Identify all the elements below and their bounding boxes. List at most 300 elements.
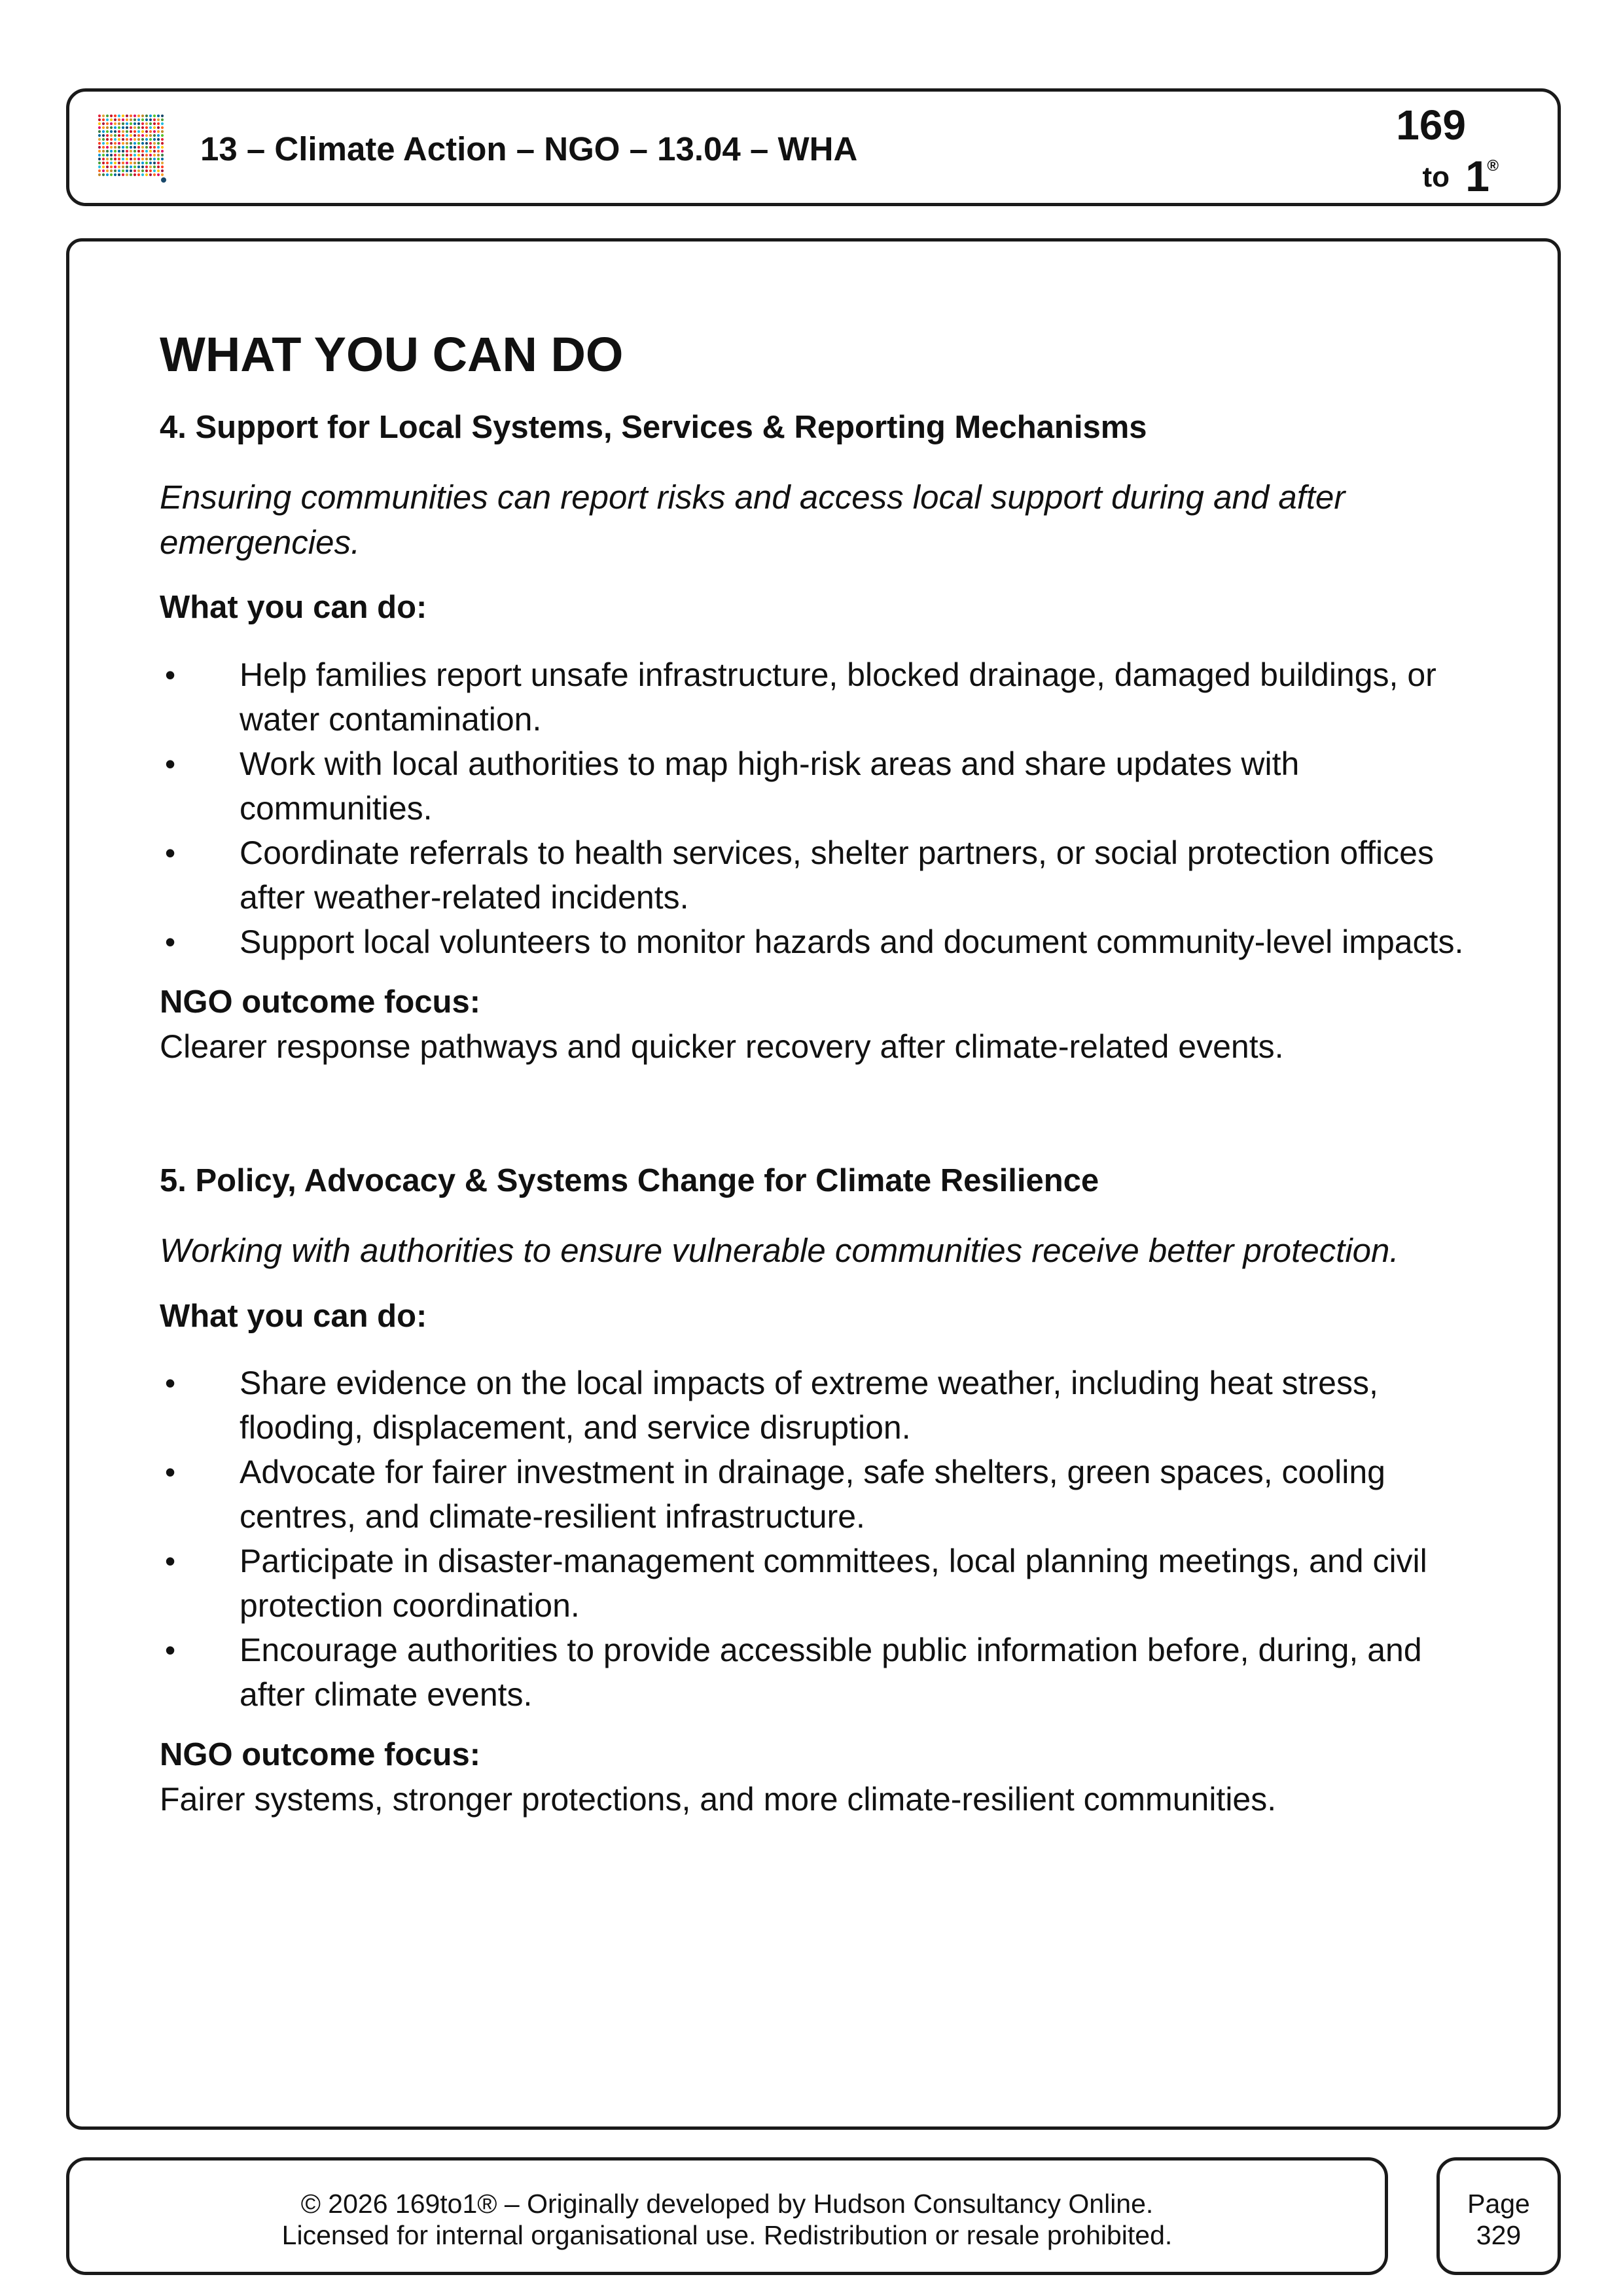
content-body xyxy=(160,327,1482,1821)
logo-dot xyxy=(149,130,152,133)
logo-dot xyxy=(118,166,120,168)
logo-dot xyxy=(110,122,113,125)
logo-dot xyxy=(130,173,132,176)
logo-dot xyxy=(153,146,156,149)
logo-dot xyxy=(126,166,128,168)
logo-dot xyxy=(157,150,160,152)
logo-dot xyxy=(122,158,124,160)
logo-dot xyxy=(102,158,105,160)
section-heading: 5. Policy, Advocacy & Systems Change for Climate Resilience xyxy=(160,1163,1099,1199)
logo-dot xyxy=(137,158,140,160)
logo-dot xyxy=(157,126,160,129)
section-heading: 4. Support for Local Systems, Services & Reporting Mechanisms xyxy=(160,410,1147,446)
logo-dot xyxy=(126,126,128,129)
logo-dot xyxy=(98,134,101,137)
logo-dot xyxy=(145,146,148,149)
logo-dot xyxy=(114,146,116,149)
logo-dot xyxy=(98,162,101,164)
logo-dot xyxy=(137,142,140,145)
logo-dot xyxy=(157,115,160,117)
logo-dot xyxy=(114,115,116,117)
logo-dot xyxy=(126,134,128,137)
logo-dot xyxy=(149,118,152,121)
logo-dot xyxy=(130,166,132,168)
logo-dot xyxy=(130,142,132,145)
logo-dot xyxy=(149,134,152,137)
logo-dot xyxy=(153,115,156,117)
logo-dot xyxy=(122,130,124,133)
logo-dot xyxy=(157,173,160,176)
logo-dot xyxy=(149,122,152,125)
logo-dot xyxy=(98,118,101,121)
logo-dot xyxy=(137,130,140,133)
logo-dot xyxy=(153,170,156,172)
logo-dot xyxy=(130,158,132,160)
logo-dot xyxy=(141,154,144,156)
logo-dot xyxy=(118,130,120,133)
logo-dot xyxy=(145,118,148,121)
logo-dot xyxy=(102,173,105,176)
logo-dot xyxy=(161,118,164,121)
logo-dot xyxy=(106,142,109,145)
logo-dot xyxy=(122,162,124,164)
list-item-text: Advocate for fairer investment in drainage, safe shelters, green spaces, cooling centres, and climate-resilient infrastructure. xyxy=(240,1454,1385,1535)
logo-dot xyxy=(126,122,128,125)
logo-dot xyxy=(102,118,105,121)
logo-dot xyxy=(106,173,109,176)
list-item xyxy=(160,1361,1482,1450)
logo-dot xyxy=(106,170,109,172)
brand-one: 1 xyxy=(1465,152,1489,200)
bullet-icon: • xyxy=(165,1366,176,1401)
logo-dot xyxy=(106,130,109,133)
logo-dot xyxy=(118,170,120,172)
logo-dot xyxy=(106,166,109,168)
logo-dot xyxy=(134,126,136,129)
logo-dot xyxy=(110,130,113,133)
logo-dot xyxy=(110,150,113,152)
logo-dot xyxy=(149,146,152,149)
logo-dot xyxy=(153,162,156,164)
bullet-icon: • xyxy=(165,658,176,692)
page-number: 329 xyxy=(1476,2220,1522,2250)
logo-dot xyxy=(153,118,156,121)
logo-dot xyxy=(110,158,113,160)
logo-dot xyxy=(126,146,128,149)
logo-dot xyxy=(122,173,124,176)
logo-dot xyxy=(149,126,152,129)
logo-dot xyxy=(106,150,109,152)
logo-dot xyxy=(114,170,116,172)
logo-dot xyxy=(161,130,164,133)
logo-dot xyxy=(157,122,160,125)
logo-dot xyxy=(126,150,128,152)
list-item-text: Participate in disaster-management committees, local planning meetings, and civil protection coordination. xyxy=(240,1543,1427,1624)
section-5 xyxy=(160,1160,1482,1821)
list-item-text: Help families report unsafe infrastructure, blocked drainage, damaged buildings, or water contamination. xyxy=(240,656,1436,738)
logo-dot xyxy=(153,138,156,141)
brand-to: to xyxy=(1422,161,1450,193)
bullet-icon: • xyxy=(165,1455,176,1490)
list-item-text: Support local volunteers to monitor hazards and document community-level impacts. xyxy=(240,924,1464,961)
logo-dot xyxy=(110,162,113,164)
logo-dot xyxy=(161,154,164,156)
logo-dot xyxy=(145,150,148,152)
list-item xyxy=(160,1628,1482,1717)
list-item-text: Encourage authorities to provide accessible public information before, during, and after climate events. xyxy=(240,1632,1422,1713)
logo-dot xyxy=(153,150,156,152)
logo-dot xyxy=(106,146,109,149)
logo-dot xyxy=(126,142,128,145)
logo-dot xyxy=(118,142,120,145)
logo-dot xyxy=(157,142,160,145)
list-item-text: Coordinate referrals to health services, shelter partners, or social protection offices after weather-related incidents. xyxy=(240,834,1434,916)
logo-dot xyxy=(137,134,140,137)
logo-dot xyxy=(118,118,120,121)
logo-dot xyxy=(130,162,132,164)
logo-dot xyxy=(137,138,140,141)
logo-dot xyxy=(114,150,116,152)
logo-dot xyxy=(98,173,101,176)
logo-dot xyxy=(106,118,109,121)
logo-dot xyxy=(118,154,120,156)
logo-dot xyxy=(118,158,120,160)
logo-dot xyxy=(134,118,136,121)
logo-dot xyxy=(153,134,156,137)
logo-dot xyxy=(149,158,152,160)
logo-dot xyxy=(157,154,160,156)
logo-dot xyxy=(106,134,109,137)
section-4 xyxy=(160,407,1482,1069)
logo-dot xyxy=(102,150,105,152)
logo-dot xyxy=(157,158,160,160)
logo-dot xyxy=(134,154,136,156)
content-panel xyxy=(66,238,1561,2130)
logo-dot xyxy=(130,122,132,125)
logo-dot xyxy=(161,150,164,152)
logo-dot xyxy=(161,115,164,117)
list-item xyxy=(160,742,1482,831)
logo-dot xyxy=(110,134,113,137)
logo-dot xyxy=(157,134,160,137)
logo-dot xyxy=(141,142,144,145)
section-subtitle: Ensuring communities can report risks and access local support during and after emergencies. xyxy=(160,478,1346,561)
logo-dot xyxy=(102,122,105,125)
logo-dot xyxy=(130,150,132,152)
logo-dot xyxy=(137,118,140,121)
logo-dot xyxy=(126,130,128,133)
logo-dot xyxy=(137,173,140,176)
list-item-text: Work with local authorities to map high-risk areas and share updates with communities. xyxy=(240,745,1300,827)
logo-dot xyxy=(130,170,132,172)
logo-dot xyxy=(153,122,156,125)
outcome-focus-label: NGO outcome focus: xyxy=(160,984,481,1020)
logo-dot xyxy=(161,146,164,149)
logo-dot xyxy=(102,162,105,164)
logo-dot xyxy=(157,118,160,121)
bullet-icon: • xyxy=(165,747,176,781)
logo-dot xyxy=(118,134,120,137)
logo-dot xyxy=(149,170,152,172)
logo-dot xyxy=(114,158,116,160)
logo-dot xyxy=(98,126,101,129)
logo-dot xyxy=(122,142,124,145)
logo-dot xyxy=(102,126,105,129)
logo-dot xyxy=(102,115,105,117)
logo-dot xyxy=(141,150,144,152)
page-title: WHAT YOU CAN DO xyxy=(160,327,624,382)
logo-dot xyxy=(149,154,152,156)
list-item xyxy=(160,831,1482,920)
logo-dot xyxy=(145,166,148,168)
logo-dot xyxy=(114,134,116,137)
logo-dot xyxy=(134,134,136,137)
logo-dot xyxy=(149,138,152,141)
logo-dot xyxy=(98,166,101,168)
logo-dot xyxy=(106,162,109,164)
logo-dot xyxy=(98,115,101,117)
logo-dot xyxy=(134,146,136,149)
logo-dot xyxy=(110,154,113,156)
logo-dot xyxy=(141,138,144,141)
logo-dot xyxy=(134,170,136,172)
logo-dot xyxy=(122,126,124,129)
logo-dot xyxy=(98,158,101,160)
logo-dot xyxy=(102,134,105,137)
logo-dot xyxy=(98,130,101,133)
logo-dot xyxy=(130,118,132,121)
page-label: Page xyxy=(1467,2189,1530,2219)
brand-logo xyxy=(1374,97,1499,202)
logo-dot xyxy=(102,170,105,172)
logo-dot xyxy=(110,173,113,176)
logo-dot xyxy=(145,170,148,172)
logo-dot xyxy=(110,115,113,117)
logo-dot xyxy=(134,130,136,133)
logo-dot xyxy=(114,126,116,129)
bullet-icon: • xyxy=(165,836,176,870)
logo-dot xyxy=(134,122,136,125)
list-item xyxy=(160,1539,1482,1628)
logo-dot xyxy=(122,122,124,125)
logo-dot xyxy=(98,150,101,152)
logo-dot xyxy=(114,166,116,168)
logo-dot xyxy=(153,126,156,129)
logo-dot xyxy=(153,142,156,145)
logo-dot xyxy=(118,146,120,149)
logo-dot xyxy=(118,162,120,164)
logo-dot xyxy=(98,122,101,125)
logo-dot xyxy=(118,150,120,152)
logo-dot xyxy=(161,134,164,137)
logo-dot xyxy=(126,173,128,176)
logo-dot xyxy=(161,122,164,125)
list-item xyxy=(160,653,1482,742)
bullet-icon: • xyxy=(165,1544,176,1579)
logo-dot xyxy=(145,154,148,156)
logo-dot xyxy=(137,150,140,152)
logo-dot xyxy=(137,122,140,125)
logo-dot xyxy=(106,126,109,129)
logo-dot xyxy=(106,115,109,117)
footer-copyright xyxy=(66,2157,1388,2275)
logo-dot xyxy=(137,126,140,129)
logo-dot xyxy=(98,142,101,145)
logo-dot xyxy=(157,138,160,141)
outcome-focus-label: NGO outcome focus: xyxy=(160,1737,481,1773)
logo-dot xyxy=(141,166,144,168)
logo-dot xyxy=(102,142,105,145)
logo-dot xyxy=(141,118,144,121)
logo-dot xyxy=(106,122,109,125)
logo-dot xyxy=(161,142,164,145)
logo-dot xyxy=(149,173,152,176)
logo-dot xyxy=(137,170,140,172)
logo-dot xyxy=(122,170,124,172)
logo-dot xyxy=(118,173,120,176)
logo-dot xyxy=(130,130,132,133)
logo-dot xyxy=(141,115,144,117)
logo-dot xyxy=(122,118,124,121)
logo-dot xyxy=(122,154,124,156)
logo-dot xyxy=(134,158,136,160)
logo-dot xyxy=(141,173,144,176)
header-bar xyxy=(66,88,1561,206)
logo-dot xyxy=(134,115,136,117)
logo-dot xyxy=(118,122,120,125)
logo-dot xyxy=(122,134,124,137)
logo-dot xyxy=(122,138,124,141)
logo-dot xyxy=(114,162,116,164)
logo-dot xyxy=(149,166,152,168)
logo-dot xyxy=(161,162,164,164)
logo-dot xyxy=(141,122,144,125)
logo-dot xyxy=(161,126,164,129)
logo-dot xyxy=(98,138,101,141)
logo-dot xyxy=(126,115,128,117)
logo-dot xyxy=(102,146,105,149)
logo-dot xyxy=(137,115,140,117)
logo-dot xyxy=(106,154,109,156)
logo-dot xyxy=(153,158,156,160)
logo-dot xyxy=(141,162,144,164)
copyright-line: © 2026 169to1® – Originally developed by Hudson Consultancy Online. xyxy=(300,2189,1154,2219)
logo-dot xyxy=(118,115,120,117)
logo-dot xyxy=(98,154,101,156)
outcome-focus-text: Fairer systems, stronger protections, and more climate-resilient communities. xyxy=(160,1781,1277,1818)
logo-dot xyxy=(153,154,156,156)
logo-dot xyxy=(145,122,148,125)
logo-dot xyxy=(145,158,148,160)
logo-dot xyxy=(110,170,113,172)
bullet-icon: • xyxy=(165,1633,176,1668)
logo-dot xyxy=(114,138,116,141)
logo-dot xyxy=(141,146,144,149)
logo-dot xyxy=(145,134,148,137)
logo-dot xyxy=(134,138,136,141)
logo-dot xyxy=(114,142,116,145)
logo-dot xyxy=(157,170,160,172)
logo-dot xyxy=(145,162,148,164)
logo-dot xyxy=(126,158,128,160)
logo-dot xyxy=(126,118,128,121)
logo-dot xyxy=(141,126,144,129)
logo-dot xyxy=(161,170,164,172)
logo-dot xyxy=(161,138,164,141)
logo-dot xyxy=(149,142,152,145)
logo-dot xyxy=(98,146,101,149)
logo-dot xyxy=(149,162,152,164)
logo-dot xyxy=(134,162,136,164)
list-item xyxy=(160,1450,1482,1539)
logo-dot xyxy=(122,115,124,117)
logo-dot xyxy=(157,166,160,168)
logo-dot xyxy=(110,138,113,141)
logo-dot xyxy=(114,130,116,133)
logo-dot xyxy=(118,138,120,141)
sdg-dot-grid-logo xyxy=(98,115,166,183)
license-line: Licensed for internal organisational use. Redistribution or resale prohibited. xyxy=(281,2220,1173,2250)
logo-dot xyxy=(126,138,128,141)
logo-dot xyxy=(102,138,105,141)
logo-dot xyxy=(110,142,113,145)
logo-dot xyxy=(130,138,132,141)
logo-dot xyxy=(114,173,116,176)
logo-dot xyxy=(141,170,144,172)
list-item-text: Share evidence on the local impacts of extreme weather, including heat stress, flooding, displacement, and service disruption. xyxy=(240,1365,1378,1446)
outcome-focus-text: Clearer response pathways and quicker recovery after climate-related events. xyxy=(160,1028,1284,1066)
logo-dot xyxy=(145,126,148,129)
logo-dot xyxy=(137,154,140,156)
logo-dot xyxy=(122,146,124,149)
logo-dot xyxy=(122,166,124,168)
logo-dot xyxy=(145,173,148,176)
logo-dot xyxy=(106,158,109,160)
logo-dot xyxy=(157,146,160,149)
logo-dot xyxy=(130,126,132,129)
logo-dot xyxy=(110,126,113,129)
logo-dot xyxy=(110,118,113,121)
brand-registered-mark: ® xyxy=(1487,157,1499,175)
logo-dot xyxy=(153,130,156,133)
logo-dot xyxy=(130,154,132,156)
logo-dot xyxy=(102,154,105,156)
logo-dot xyxy=(153,166,156,168)
logo-dot xyxy=(106,138,109,141)
logo-dot xyxy=(141,158,144,160)
logo-dot xyxy=(110,146,113,149)
logo-dot xyxy=(145,142,148,145)
logo-dot xyxy=(114,118,116,121)
logo-dot xyxy=(114,122,116,125)
logo-dot xyxy=(161,166,164,168)
logo-dot xyxy=(102,130,105,133)
logo-dot xyxy=(130,146,132,149)
logo-dot xyxy=(126,170,128,172)
logo-dot xyxy=(149,150,152,152)
logo-dot xyxy=(145,138,148,141)
logo-dot xyxy=(141,134,144,137)
logo-dot xyxy=(114,154,116,156)
logo-dot xyxy=(137,146,140,149)
section-spacer xyxy=(160,1069,1482,1160)
bullet-icon: • xyxy=(165,925,176,960)
logo-dot xyxy=(134,166,136,168)
section-subtitle: Working with authorities to ensure vulnerable communities receive better protection. xyxy=(160,1231,1399,1269)
logo-dot xyxy=(137,162,140,164)
logo-dot xyxy=(161,173,164,176)
what-you-can-do-label: What you can do: xyxy=(160,590,427,626)
